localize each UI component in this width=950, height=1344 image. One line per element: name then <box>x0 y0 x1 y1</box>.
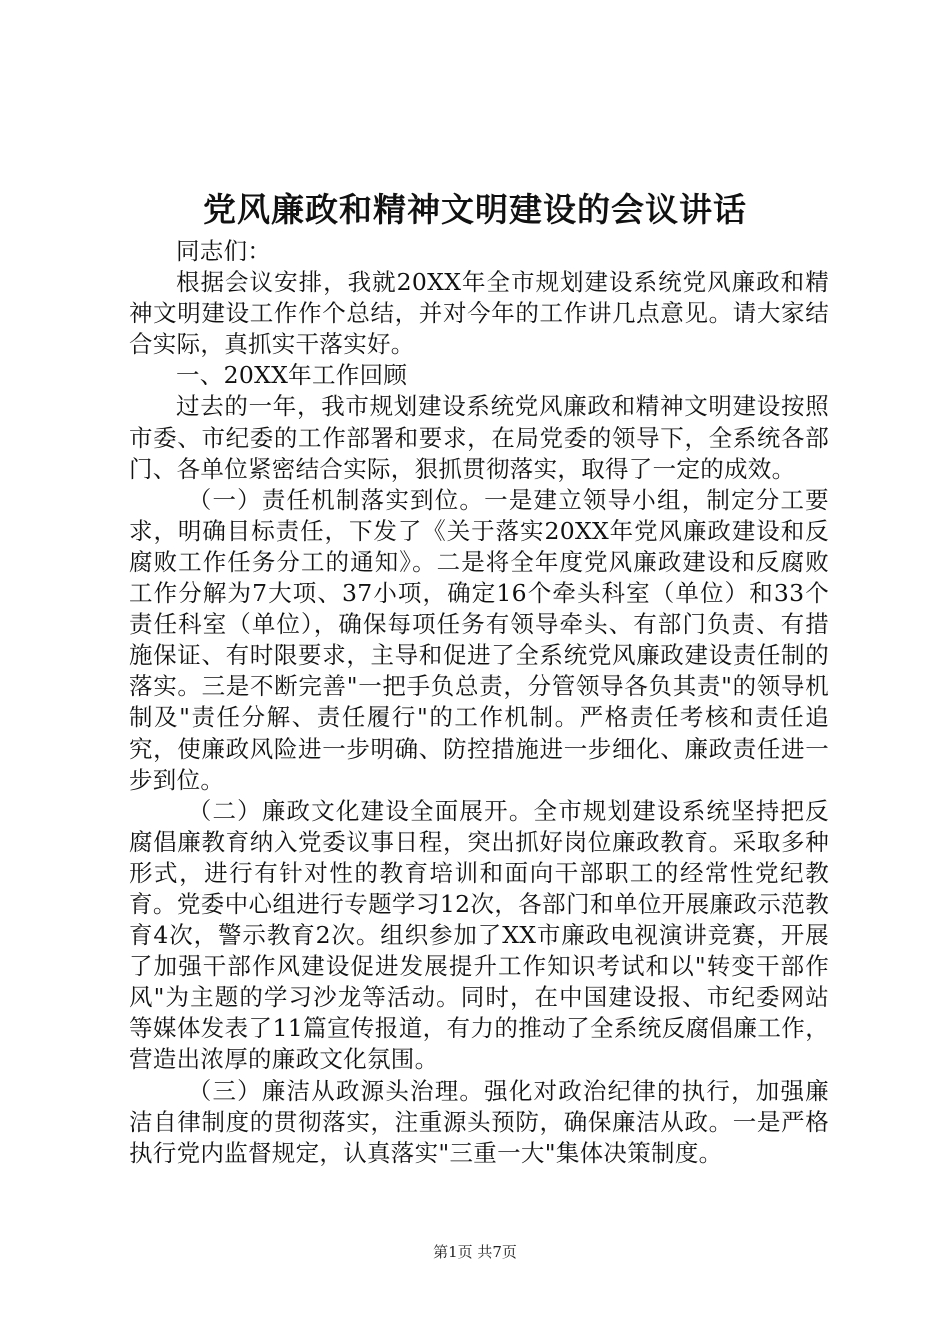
section-heading-review: 一、20XX年工作回顾 <box>176 361 408 390</box>
source-governance-paragraph: （三）廉洁从政源头治理。强化对政治纪律的执行，加强廉洁自律制度的贯彻落实，注重源头预防，确保廉洁从政。一是严格执行党内监督规定，认真落实"三重一大"集体决策制度。 <box>129 1076 829 1167</box>
document-body <box>129 236 829 1169</box>
intro-paragraph: 根据会议安排，我就20XX年全市规划建设系统党风廉政和精神文明建设工作作个总结，并对今年的工作讲几点意见。请大家结合实际，真抓实干落实好。 <box>129 268 829 359</box>
salutation-paragraph: 同志们： <box>176 237 272 265</box>
responsibility-mechanism-paragraph: （一）责任机制落实到位。一是建立领导小组，制定分工要求，明确目标责任，下发了《关于落实20XX年党风廉政建设和反腐败工作任务分工的通知》。二是将全年度党风廉政建设和反腐败工作分解为7大项、37小项，确定16个牵头科室（单位）和33个责任科室（单位），确保每项任务有领导牵头、有部门负责、有措施保证、有时限要求，主导和促进了全系统党风廉政建设责任制的落实。三是不断完善"一把手负总责，分管领导各负其责"的领导机制及"责任分解、责任履行"的工作机制。严格责任考核和责任追究，使廉政风险进一步明确、防控措施进一步细化、廉政责任进一步到位。 <box>129 485 829 794</box>
document-title: 党风廉政和精神文明建设的会议讲话 <box>203 190 747 229</box>
review-overview-paragraph: 过去的一年，我市规划建设系统党风廉政和精神文明建设按照市委、市纪委的工作部署和要求，在局党委的领导下，全系统各部门、各单位紧密结合实际，狠抓贯彻落实，取得了一定的成效。 <box>129 392 829 483</box>
page-footer: 第1页 共7页 <box>433 1243 517 1261</box>
integrity-culture-paragraph: （二）廉政文化建设全面展开。全市规划建设系统坚持把反腐倡廉教育纳入党委议事日程，突出抓好岗位廉政教育。采取多种形式，进行有针对性的教育培训和面向干部职工的经常性党纪教育。党委中心组进行专题学习12次，各部门和单位开展廉政示范教育4次，警示教育2次。组织参加了XX市廉政电视演讲竞赛，开展了加强干部作风建设促进发展提升工作知识考试和以"转变干部作风"为主题的学习沙龙等活动。同时，在中国建设报、市纪委网站等媒体发表了11篇宣传报道，有力的推动了全系统反腐倡廉工作，营造出浓厚的廉政文化氛围。 <box>129 796 829 1074</box>
